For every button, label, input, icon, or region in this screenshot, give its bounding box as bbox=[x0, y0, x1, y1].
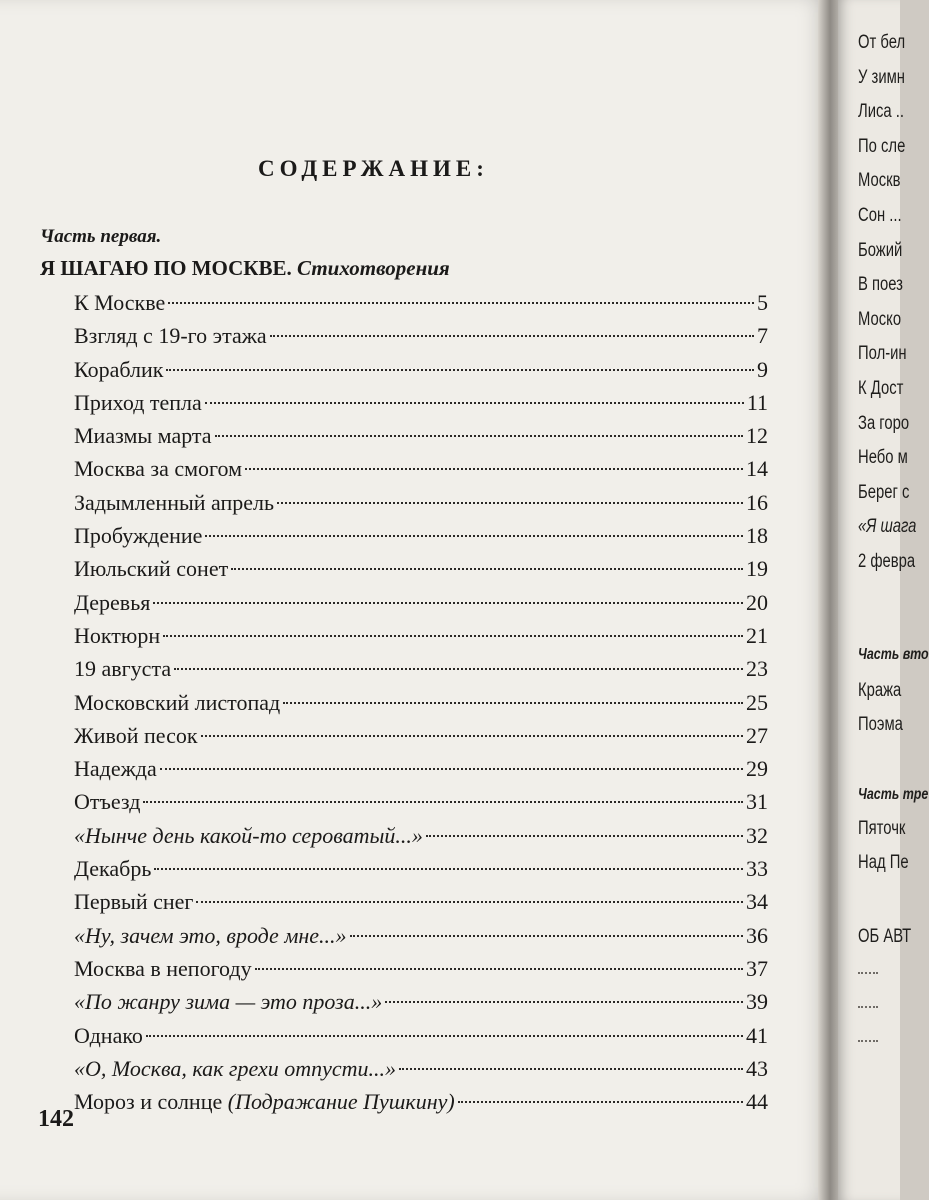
right-page-dot-leader bbox=[858, 1006, 878, 1008]
toc-dot-leader bbox=[163, 635, 743, 637]
toc-entry bbox=[74, 785, 768, 818]
toc-dot-leader bbox=[168, 302, 754, 304]
toc-dot-leader bbox=[255, 968, 743, 970]
toc-entry-title-text: Приход тепла bbox=[74, 389, 202, 415]
toc-entry-title-text: Ноктюрн bbox=[74, 622, 161, 648]
toc-dot-leader bbox=[201, 735, 743, 737]
toc-dot-leader bbox=[143, 801, 743, 803]
right-page-dot-leader bbox=[858, 972, 878, 974]
toc-dot-leader bbox=[270, 335, 754, 337]
right-page-line: «Я шага bbox=[858, 516, 917, 538]
toc-entry-page: 12 bbox=[746, 423, 768, 449]
part-one-subtitle: Стихотворения bbox=[297, 256, 450, 280]
right-page-line: Пол-ин bbox=[858, 343, 907, 365]
toc-entry-title-text: «О, Москва, как грехи отпусти...» bbox=[74, 1055, 397, 1081]
toc-dot-leader bbox=[174, 668, 743, 670]
toc-dot-leader bbox=[196, 901, 743, 903]
toc-dot-leader bbox=[399, 1068, 743, 1070]
toc-entry-page: 25 bbox=[746, 689, 768, 715]
toc-entry-title bbox=[74, 1085, 455, 1118]
toc-entry-title bbox=[74, 486, 274, 519]
toc-entry-title-text: Декабрь bbox=[74, 856, 152, 882]
toc-entry-title-text: Москва за смогом bbox=[74, 456, 242, 482]
toc-entry bbox=[74, 486, 768, 519]
toc-entry bbox=[74, 719, 768, 752]
toc-entry-title-text: Первый снег bbox=[74, 889, 194, 915]
toc-entry bbox=[74, 1052, 768, 1085]
toc-entry-subtitle: (Подражание Пушкину) bbox=[227, 1089, 455, 1115]
right-page-line: Пяточк bbox=[858, 818, 906, 839]
right-page-line: По сле bbox=[858, 135, 906, 157]
toc-entry-page: 23 bbox=[746, 656, 768, 682]
contents-heading: СОДЕРЖАНИЕ: bbox=[258, 156, 489, 181]
toc-entry bbox=[74, 885, 768, 918]
toc-entry-title bbox=[74, 286, 165, 319]
toc-dot-leader bbox=[277, 502, 743, 504]
toc-entry-title bbox=[74, 919, 347, 952]
toc-entry-title-text: Отъезд bbox=[74, 789, 141, 815]
toc-entry-title bbox=[74, 686, 280, 719]
toc-entry-title-text: Мороз и солнце bbox=[74, 1089, 223, 1115]
toc-entry-title bbox=[74, 619, 160, 652]
toc-entry bbox=[74, 985, 768, 1018]
toc-entry-title-text: Кораблик bbox=[74, 356, 164, 382]
toc-entry-page: 5 bbox=[757, 290, 768, 315]
toc-dot-leader bbox=[166, 369, 754, 371]
toc-entry-title-text: К Москве bbox=[74, 290, 166, 315]
toc-entry-page: 27 bbox=[746, 722, 768, 748]
right-page-line: Моско bbox=[858, 308, 902, 330]
toc-entry-page: 44 bbox=[746, 1089, 768, 1115]
toc-entry-title-text: Деревья bbox=[74, 589, 151, 615]
right-page-line: Кража bbox=[858, 680, 902, 701]
toc-dot-leader bbox=[205, 402, 744, 404]
toc-dot-leader bbox=[154, 868, 743, 870]
right-page-line: Берег с bbox=[858, 481, 910, 503]
toc-entry-title-text: Надежда bbox=[74, 756, 157, 782]
toc-entry-title bbox=[74, 586, 150, 619]
toc-entry-page: 32 bbox=[746, 822, 768, 848]
toc-entry bbox=[74, 286, 768, 319]
toc-entry-title bbox=[74, 819, 423, 852]
toc-entry-title-text: «По жанру зима — это проза...» bbox=[74, 989, 383, 1015]
toc-entry-page: 21 bbox=[746, 622, 768, 648]
right-page-dot-leader bbox=[858, 1040, 878, 1042]
toc-entry-title bbox=[74, 386, 202, 419]
toc-dot-leader bbox=[458, 1101, 743, 1103]
toc-entry-page: 37 bbox=[746, 955, 768, 981]
toc-entry-page: 36 bbox=[746, 922, 768, 948]
toc-entry bbox=[74, 452, 768, 485]
toc-dot-leader bbox=[160, 768, 743, 770]
toc-entry-page: 34 bbox=[746, 889, 768, 915]
toc-entry bbox=[74, 952, 768, 985]
toc-entry-page: 9 bbox=[757, 356, 768, 382]
toc-entry-title-text: Июльский сонет bbox=[74, 556, 229, 582]
toc-dot-leader bbox=[146, 1035, 743, 1037]
toc-dot-leader bbox=[231, 568, 743, 570]
toc-dot-leader bbox=[215, 435, 743, 437]
toc-entry-title-text: Задымленный апрель bbox=[74, 489, 275, 515]
right-page-line: Небо м bbox=[858, 447, 908, 469]
right-page-line: За горо bbox=[858, 412, 910, 434]
toc-entry-title bbox=[74, 1019, 143, 1052]
toc-dot-leader bbox=[350, 935, 743, 937]
toc-entry bbox=[74, 519, 768, 552]
toc-dot-leader bbox=[245, 468, 743, 470]
right-page-line: Лиса .. bbox=[858, 101, 905, 123]
book-gutter bbox=[818, 0, 840, 1200]
toc-entry-page: 29 bbox=[746, 756, 768, 782]
toc-entry-title-text: Миазмы марта bbox=[74, 423, 212, 449]
toc-entry-title-text: Пробуждение bbox=[74, 523, 203, 549]
toc-entry bbox=[74, 1019, 768, 1052]
toc-entry-title bbox=[74, 1052, 396, 1085]
toc-entry-page: 20 bbox=[746, 589, 768, 615]
toc-entry bbox=[74, 619, 768, 652]
page-number: 142 bbox=[38, 1106, 74, 1132]
toc-dot-leader bbox=[153, 602, 743, 604]
toc-entry-title bbox=[74, 785, 140, 818]
toc-entry bbox=[74, 319, 768, 352]
toc-entry-page: 41 bbox=[746, 1022, 768, 1048]
toc-entry bbox=[74, 552, 768, 585]
right-page-line: ОБ АВТ bbox=[858, 926, 912, 947]
toc-entry bbox=[74, 652, 768, 685]
toc-entry bbox=[74, 419, 768, 452]
toc-entry-title bbox=[74, 985, 382, 1018]
right-page-line: У зимн bbox=[858, 66, 905, 88]
toc-entry bbox=[74, 686, 768, 719]
toc-entry bbox=[74, 353, 768, 386]
right-page-part-label: Часть тре bbox=[858, 786, 929, 803]
toc-entry-page: 31 bbox=[746, 789, 768, 815]
right-page-line: Над Пе bbox=[858, 852, 909, 873]
right-page-line: К Дост bbox=[858, 378, 904, 399]
toc-entry-title bbox=[74, 319, 267, 352]
toc-entry-title bbox=[74, 752, 157, 785]
toc-entry-title bbox=[74, 353, 163, 386]
toc-entry bbox=[74, 1085, 768, 1118]
toc-entry-page: 7 bbox=[757, 323, 768, 349]
toc-dot-leader bbox=[205, 535, 743, 537]
table-of-contents bbox=[74, 286, 768, 1118]
toc-dot-leader bbox=[385, 1001, 743, 1003]
toc-entry-title-text: «Ну, зачем это, вроде мне...» bbox=[74, 922, 347, 948]
toc-entry-title-text: Однако bbox=[74, 1022, 143, 1048]
toc-entry-title bbox=[74, 719, 198, 752]
toc-entry bbox=[74, 919, 768, 952]
right-page-line: В поез bbox=[858, 274, 903, 296]
toc-entry-page: 33 bbox=[746, 856, 768, 882]
toc-entry-page: 16 bbox=[746, 489, 768, 515]
toc-entry-page: 19 bbox=[746, 556, 768, 582]
toc-entry-page: 18 bbox=[746, 523, 768, 549]
toc-entry-title-text: «Нынче день какой-то сероватый...» bbox=[74, 822, 423, 848]
toc-entry-title bbox=[74, 885, 193, 918]
toc-entry-title bbox=[74, 952, 252, 985]
right-page-line: Божий bbox=[858, 239, 903, 261]
toc-entry-title-text: Москва в непогоду bbox=[74, 955, 252, 981]
right-page-line: Москв bbox=[858, 170, 901, 192]
part-one-title-text: Я ШАГАЮ ПО МОСКВЕ. bbox=[40, 256, 292, 280]
toc-entry-title bbox=[74, 452, 242, 485]
part-one-label: Часть первая. bbox=[40, 226, 162, 247]
right-page-line: 2 февра bbox=[858, 551, 916, 572]
toc-entry bbox=[74, 819, 768, 852]
toc-entry bbox=[74, 586, 768, 619]
toc-entry-title-text: Взгляд с 19-го этажа bbox=[74, 323, 267, 349]
toc-entry-page: 39 bbox=[746, 989, 768, 1015]
toc-entry-title bbox=[74, 852, 151, 885]
toc-entry-title bbox=[74, 419, 212, 452]
toc-dot-leader bbox=[283, 702, 743, 704]
right-page-line: Сон ... bbox=[858, 205, 902, 226]
toc-entry-title bbox=[74, 652, 171, 685]
right-page-line: Поэма bbox=[858, 714, 903, 735]
toc-dot-leader bbox=[426, 835, 743, 837]
toc-entry bbox=[74, 752, 768, 785]
part-one-title bbox=[40, 256, 450, 281]
toc-entry-page: 14 bbox=[746, 456, 768, 482]
toc-entry bbox=[74, 386, 768, 419]
toc-entry-page: 11 bbox=[746, 389, 768, 415]
right-page-line: От бел bbox=[858, 32, 906, 53]
right-page-part-label: Часть вто bbox=[858, 646, 929, 663]
toc-entry-title bbox=[74, 519, 202, 552]
toc-entry-page: 43 bbox=[746, 1055, 768, 1081]
toc-entry-title-text: Живой песок bbox=[74, 722, 198, 748]
toc-entry bbox=[74, 852, 768, 885]
toc-entry-title-text: Московский листопад bbox=[74, 689, 281, 715]
toc-entry-title-text: 19 августа bbox=[74, 656, 172, 682]
toc-entry-title bbox=[74, 552, 228, 585]
